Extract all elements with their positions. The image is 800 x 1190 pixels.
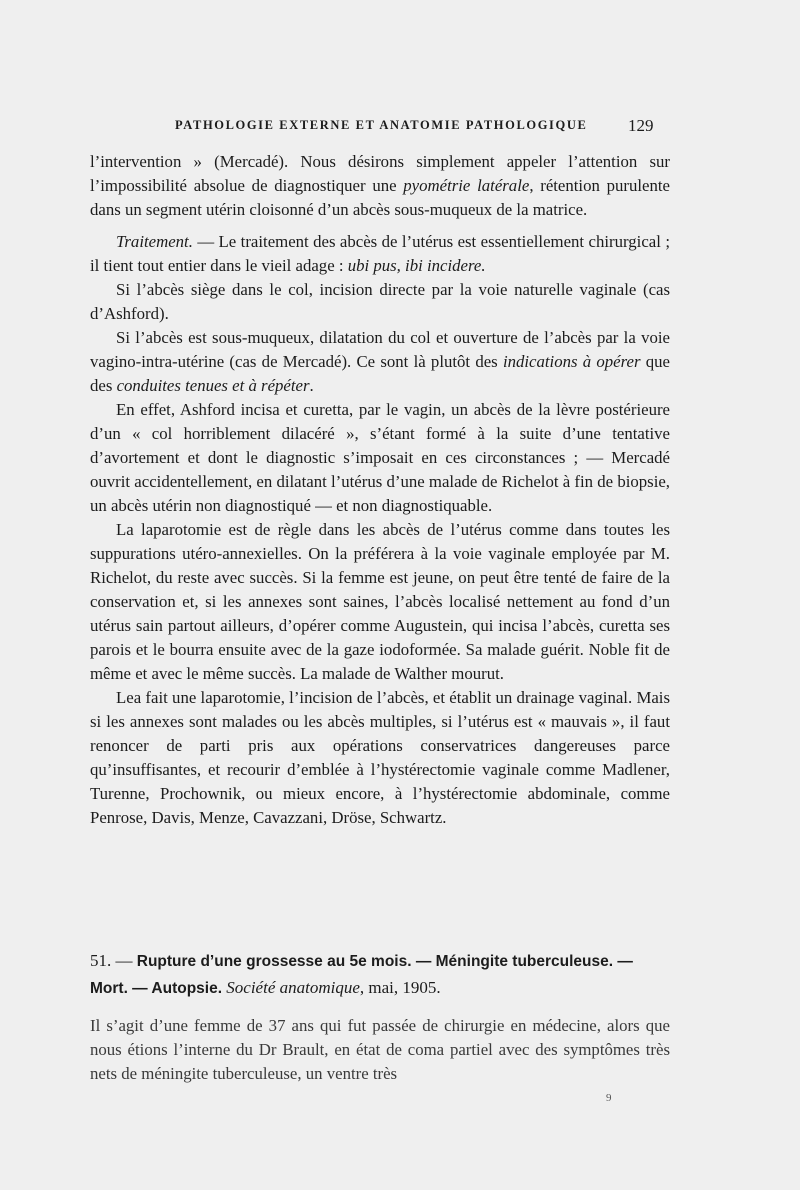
paragraph: La laparotomie est de règle dans les abcès de l’utérus comme dans toutes les suppurations utéro-annexielles. On la préférera à la voie vaginale employée par M. Richelot, du reste avec succès. Si la femme est jeune, on peut être tenté de faire de la conservation et, si les annexes sont saines, l’abcès localisé nettement au fond d’un utérus sain partout ailleurs, d’opérer comme Augustein, qui incisa l’abcès, curetta ses parois et le bourra ensuite avec de la gaze iodoformée. Sa malade guérit. Noble fit de même et avec le même succès. La malade de Walther mourut. <box>90 520 670 683</box>
section-title: Rupture d’une grossesse au 5e mois. — Méningite tuberculeuse. — Mort. — Autopsie. <box>90 953 633 997</box>
section-date: , mai, 1905. <box>359 978 441 997</box>
section-heading <box>90 948 670 1002</box>
paragraph: Traitement. — Le traitement des abcès de l’utérus est essentiellement chirurgical ; il tient tout entier dans le vieil adage : ubi pus, ibi incidere. <box>90 232 670 275</box>
paragraph: En effet, Ashford incisa et curetta, par le vagin, un abcès de la lèvre postérieure d’un « col horriblement dilacéré », s’étant formé à la suite d’une tentative d’avortement et dont le diagnostic s’imposait en ces circonstances ; — Mercadé ouvrit accidentellement, en dilatant l’utérus d’une malade de Richelot à fin de biopsie, un abcès utérin non diagnostiqué — et non diagnostiquable. <box>90 400 670 515</box>
running-title: PATHOLOGIE EXTERNE ET ANATOMIE PATHOLOGIQUE <box>175 118 588 132</box>
signature-mark: 9 <box>606 1092 612 1104</box>
main-text <box>90 150 670 830</box>
section-number: 51. — <box>90 951 133 970</box>
paragraph: Lea fait une laparotomie, l’incision de l’abcès, et établit un drainage vaginal. Mais si les annexes sont malades ou les abcès multiples, si l’utérus est « mauvais », il faut renoncer de parti pris aux opérations conservatrices dangereuses parce qu’insuffisantes, et recourir d’emblée à l’hystérectomie vaginale comme Madlener, Turenne, Prochownik, ou mieux encore, à l’hystérectomie abdominale, comme Penrose, Davis, Menze, Cavazzani, Dröse, Schwartz. <box>90 688 670 827</box>
section-body: Il s’agit d’une femme de 37 ans qui fut passée de chirurgie en médecine, alors que nous étions l’interne du Dr Brault, en état de coma partiel avec des symptômes très nets de méningite tuberculeuse, un ventre très <box>90 1016 670 1083</box>
paragraph: l’intervention » (Mercadé). Nous désirons simplement appeler l’attention sur l’impossibilité absolue de diagnostiquer une pyométrie latérale, rétention purulente dans un segment utérin cloisonné d’un abcès sous-muqueux de la matrice. <box>90 152 670 219</box>
section-source: Société anatomique <box>226 978 360 997</box>
paragraph: Si l’abcès est sous-muqueux, dilatation du col et ouverture de l’abcès par la voie vagino-intra-utérine (cas de Mercadé). Ce sont là plutôt des indications à opérer que des conduites tenues et à répéter. <box>90 328 670 395</box>
page-number: 129 <box>628 116 654 135</box>
paragraph: Si l’abcès siège dans le col, incision directe par la voie naturelle vaginale (cas d’Ashford). <box>90 280 670 323</box>
